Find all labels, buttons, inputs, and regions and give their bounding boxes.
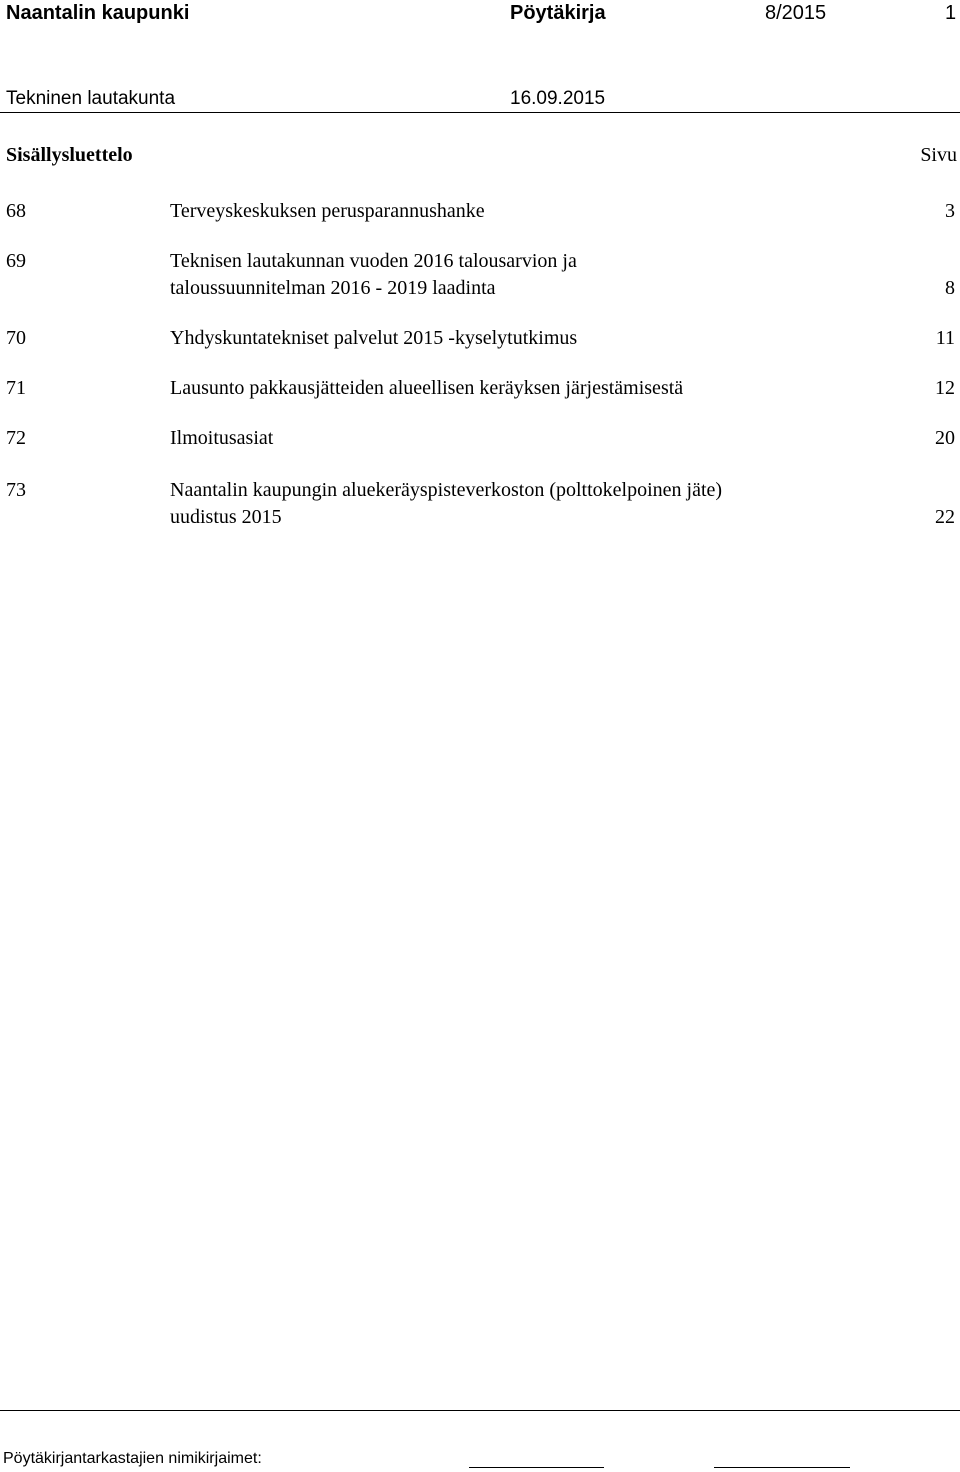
toc-title: Sisällysluettelo bbox=[6, 144, 133, 166]
footer-divider bbox=[0, 1410, 960, 1411]
toc-item[interactable] bbox=[0, 425, 960, 452]
toc-item[interactable] bbox=[0, 477, 960, 531]
toc-item[interactable] bbox=[0, 325, 960, 352]
toc-item-number: 73 bbox=[6, 479, 26, 501]
toc-item-number: 72 bbox=[6, 427, 26, 449]
toc-item-title: Yhdyskuntatekniset palvelut 2015 -kyselytutkimus bbox=[170, 327, 578, 349]
meeting-date: 16.09.2015 bbox=[510, 88, 606, 109]
toc-item-title: Terveyskeskuksen perusparannushanke bbox=[170, 200, 485, 222]
document-type: Pöytäkirja bbox=[510, 2, 606, 24]
page-number: 1 bbox=[945, 2, 957, 24]
board-name: Tekninen lautakunta bbox=[6, 88, 176, 109]
initials-line-1 bbox=[469, 1467, 604, 1468]
initials-line-2 bbox=[714, 1467, 850, 1468]
toc-item-title: Ilmoitusasiat bbox=[170, 427, 274, 449]
toc-item-number: 71 bbox=[6, 377, 26, 399]
toc-item-page: 11 bbox=[935, 327, 955, 349]
toc-item-page: 3 bbox=[945, 200, 955, 222]
header-divider bbox=[0, 112, 960, 113]
toc-item-title: Teknisen lautakunnan vuoden 2016 talousarvion ja taloussuunnitelman 2016 - 2019 laadinta bbox=[170, 250, 577, 299]
toc-page-column-label: Sivu bbox=[920, 144, 957, 166]
toc-item-title: Lausunto pakkausjätteiden alueellisen keräyksen järjestämisestä bbox=[170, 377, 684, 399]
toc-item-page: 20 bbox=[935, 427, 955, 449]
toc-item-page: 12 bbox=[935, 377, 955, 399]
toc-item-number: 70 bbox=[6, 327, 26, 349]
toc-item[interactable] bbox=[0, 198, 960, 225]
toc-item-number: 69 bbox=[6, 250, 26, 272]
organization-name: Naantalin kaupunki bbox=[6, 2, 190, 24]
toc-item-number: 68 bbox=[6, 200, 26, 222]
signature-label: Pöytäkirjantarkastajien nimikirjaimet: bbox=[3, 1450, 262, 1467]
toc-item-page: 8 bbox=[945, 277, 955, 299]
toc-item-title: Naantalin kaupungin aluekeräyspisteverkoston (polttokelpoinen jäte) uudistus 2015 bbox=[170, 479, 723, 528]
toc-item[interactable] bbox=[0, 248, 960, 302]
document-number: 8/2015 bbox=[765, 2, 827, 24]
toc-item-page: 22 bbox=[935, 506, 955, 528]
toc-item[interactable] bbox=[0, 375, 960, 402]
